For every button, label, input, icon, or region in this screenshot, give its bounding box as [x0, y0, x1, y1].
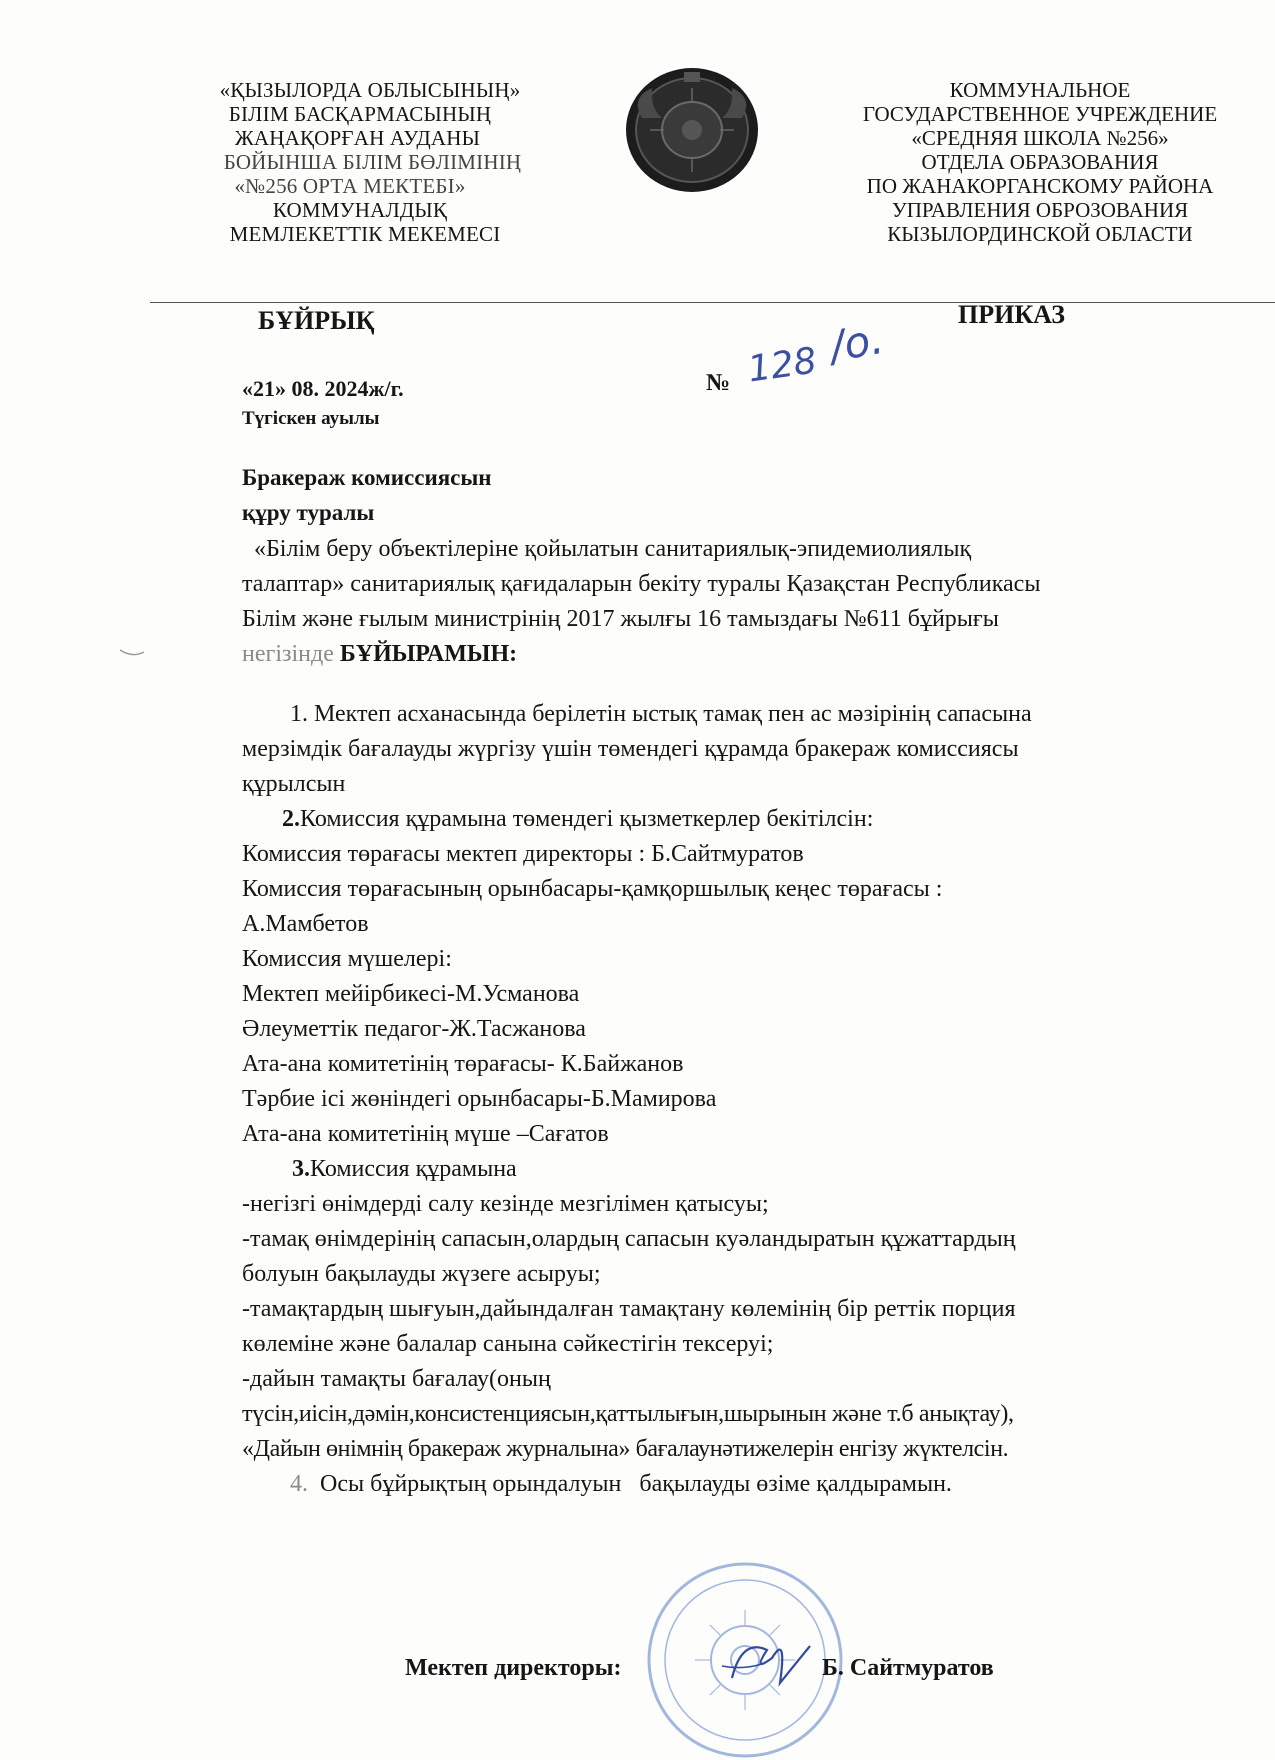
duty-line: -негізгі өнімдерді салу кезінде мезгілімен қатысуы;: [242, 1191, 769, 1217]
item-number: 4.: [290, 1471, 308, 1497]
header-left-line: «ҚЫЗЫЛОРДА ОБЛЫСЫНЫҢ»: [219, 78, 521, 102]
signature-name: Б. Сайтмуратов: [822, 1655, 994, 1681]
handwritten-signature: [712, 1628, 822, 1698]
header-left-line: «№256 ОРТА МЕКТЕБІ»: [234, 174, 466, 198]
header-right-line: ГОСУДАРСТВЕННОЕ УЧРЕЖДЕНИЕ: [862, 102, 1218, 126]
doc-subject: [242, 460, 492, 530]
intro-line: [242, 637, 1242, 672]
item-4: [242, 1467, 1242, 1502]
duty-line: -дайын тамақты бағалау(оның: [242, 1366, 551, 1392]
margin-mark: [118, 648, 146, 658]
intro-text: Білім және ғылым министрінің 2017 жылғы 16 тамыздағы №611 бұйрығы: [242, 606, 999, 632]
intro-line: [242, 602, 1242, 637]
member-line: Комиссия төрағасы мектеп директоры : Б.Сайтмуратов: [242, 841, 804, 867]
item-1: [242, 697, 1242, 732]
state-emblem-icon: [622, 58, 762, 198]
header-right-ru: [805, 78, 1275, 246]
duty-line: «Дайын өнімнің бракераж журналына» бағалаунәтижелерін енгізу жүктелсін.: [242, 1436, 1009, 1462]
item-text: Осы бұйрықтың орындалуын бақылауды өзіме қалдырамын.: [308, 1471, 952, 1497]
duty-line: көлеміне және балалар санына сәйкестігін тексеруі;: [242, 1331, 774, 1357]
item-3: [242, 1152, 1242, 1187]
item-text: Мектеп асханасында берілетін ыстық тамақ пен ас мәзірінің сапасына: [308, 701, 1032, 727]
doc-number-label: №: [706, 370, 731, 396]
header-right-line: УПРАВЛЕНИЯ ОБРОЗОВАНИЯ: [891, 198, 1189, 222]
member-line: Тәрбие ісі жөніндегі орынбасары-Б.Мамирова: [242, 1086, 717, 1112]
duty-line: түсін,иісін,дәмін,консистенциясын,қаттылығын,шырынын және т.б анықтау),: [242, 1401, 1014, 1427]
header-right-line: ОТДЕЛА ОБРАЗОВАНИЯ: [921, 150, 1159, 174]
duty-line: -тамақ өнімдерінің сапасын,олардың сапасын куәландыратын құжаттардың: [242, 1226, 1016, 1252]
header-left-line: КОММУНАЛДЫҚ: [272, 198, 448, 222]
item-number: 1.: [290, 701, 308, 727]
header-right-line: «СРЕДНЯЯ ШКОЛА №256»: [911, 126, 1169, 150]
intro-line: талаптар» санитариялық қағидаларын бекіту туралы Қазақстан Республикасы: [242, 571, 1041, 597]
member-line: А.Мамбетов: [242, 911, 369, 937]
member-line: Комиссия мүшелері:: [242, 946, 452, 972]
member-line: Ата-ана комитетінің мүше –Сағатов: [242, 1121, 609, 1147]
member-line: Мектеп мейірбикесі-М.Усманова: [242, 981, 580, 1007]
header-left-line: БІЛІМ БАСҚАРМАСЫНЫҢ: [228, 102, 492, 126]
duty-line: -тамақтардың шығуын,дайындалған тамақтану көлемінің бір реттік порция: [242, 1296, 1016, 1322]
header-right-line: ПО ЖАНАКОРГАНСКОМУ РАЙОНА: [866, 174, 1214, 198]
item-number: 3.: [292, 1156, 310, 1182]
order-word: БҰЙЫРАМЫН:: [339, 641, 518, 667]
header-right-line: КОММУНАЛЬНОЕ: [949, 78, 1131, 102]
header-divider: [150, 302, 1275, 303]
doc-title-kz: БҰЙРЫҚ: [258, 306, 375, 335]
order-body: [242, 532, 1242, 1502]
doc-number-suffix-handwritten: /о.: [826, 313, 888, 372]
doc-number-handwritten: 128: [745, 340, 820, 391]
subject-line: Бракераж комиссиясын: [242, 465, 492, 490]
header-left-line: БОЙЫНША БІЛІМ БӨЛІМІНІҢ: [223, 150, 522, 174]
doc-title-ru: ПРИКАЗ: [958, 300, 1066, 329]
item-number: 2.: [282, 806, 300, 832]
duty-line: болуын бақылауды жүзеге асыруы;: [242, 1261, 601, 1287]
doc-place: Түгіскен ауылы: [242, 408, 380, 429]
item-1-line: құрылсын: [242, 771, 346, 797]
intro-text: негізінде: [242, 641, 340, 667]
header-left-line: МЕМЛЕКЕТТІК МЕКЕМЕСІ: [229, 222, 501, 246]
subject-line: құру туралы: [242, 500, 375, 525]
header-left-kz: [180, 78, 580, 246]
item-2: [242, 802, 1242, 837]
header-right-line: КЫЗЫЛОРДИНСКОЙ ОБЛАСТИ: [887, 222, 1193, 246]
member-line: Комиссия төрағасының орынбасары-қамқоршылық кеңес төрағасы :: [242, 876, 943, 902]
doc-date: «21» 08. 2024ж/г.: [242, 376, 404, 401]
header-left-line: ЖАҢАҚОРҒАН АУДАНЫ: [234, 126, 481, 150]
member-line: Әлеуметтік педагог-Ж.Тасжанова: [242, 1016, 586, 1042]
item-text: Комиссия құрамына: [310, 1156, 517, 1182]
member-line: Ата-ана комитетінің төрағасы- К.Байжанов: [242, 1051, 684, 1077]
item-1-line: мерзімдік бағалауды жүргізу үшін төмендегі құрамда бракераж комиссиясы: [242, 736, 1019, 762]
signature-position: Мектеп директоры:: [405, 1655, 622, 1681]
intro-line: «Білім беру объектілеріне қойылатын санитариялық-эпидемиолиялық: [242, 536, 972, 562]
item-text: Комиссия құрамына төмендегі қызметкерлер бекітілсін:: [300, 806, 874, 832]
